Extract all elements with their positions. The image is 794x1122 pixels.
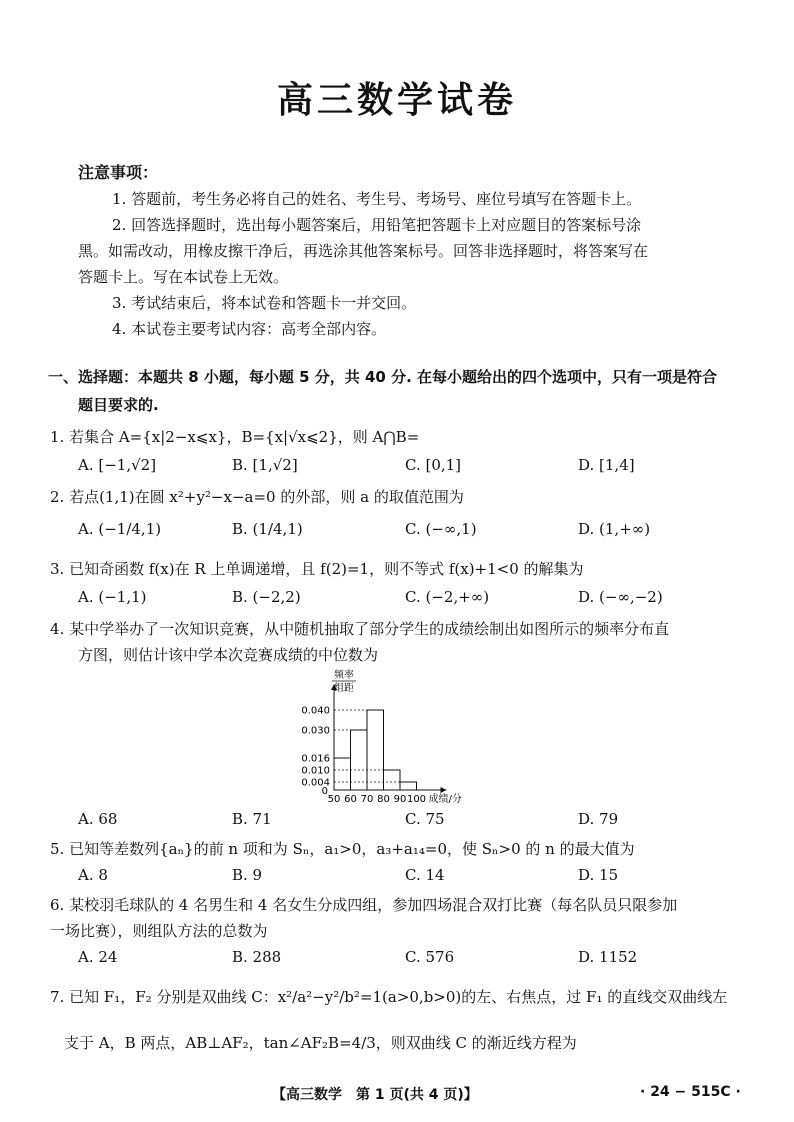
question-1-stem: 1. 若集合 A={x|2−x⩽x}，B={x|√x⩽2}，则 A⋂B= (50, 428, 420, 446)
x-tick-label: 70 (360, 794, 374, 805)
question-7-stem: 7. 已知 F₁，F₂ 分别是双曲线 C：x²/a²−y²/b²=1(a>0,b>0)的左、右焦点，过 F₁ 的直线交双曲线左 (50, 988, 728, 1006)
question-1-option-c: C. [0,1] (405, 456, 462, 474)
question-2-stem: 2. 若点(1,1)在圆 x²+y²−x−a=0 的外部，则 a 的取值范围为 (50, 488, 464, 506)
y-axis-label-bottom: 组距 (334, 683, 354, 694)
notice-line: 答题卡上。写在本试卷上无效。 (78, 268, 289, 286)
origin-label: 0 (321, 786, 328, 797)
question-2-option-d: D. (1,+∞) (578, 520, 651, 538)
question-2-option-a: A. (−1/4,1) (78, 520, 162, 538)
y-tick-label: 0.004 (301, 777, 330, 789)
paper-code: · 24 − 515C · (640, 1084, 741, 1100)
question-6-option-a: A. 24 (78, 948, 118, 966)
x-axis-label: 成绩/分 (428, 794, 462, 805)
question-4-option-a: A. 68 (78, 810, 118, 828)
question-4-stem: 4. 某中学举办了一次知识竞赛，从中随机抽取了部分学生的成绩绘制出如图所示的频率分布直 (50, 620, 670, 638)
y-tick-label: 0.030 (301, 725, 330, 737)
question-5-option-a: A. 8 (78, 866, 108, 884)
question-4-stem-cont: 方图，则估计该中学本次竞赛成绩的中位数为 (78, 646, 379, 664)
question-5-option-b: B. 9 (232, 866, 263, 884)
question-5-option-c: C. 14 (405, 866, 445, 884)
notice-line: 3. 考试结束后，将本试卷和答题卡一并交回。 (112, 294, 417, 312)
histogram-chart (290, 668, 500, 806)
x-tick-label: 50 (327, 794, 341, 805)
notice-line: 黑。如需改动，用橡皮擦干净后，再选涂其他答案标号。回答非选择题时，将答案写在 (78, 242, 649, 260)
question-6-stem-cont: 一场比赛），则组队方法的总数为 (50, 922, 268, 940)
histogram-bar (334, 758, 351, 790)
question-5-option-d: D. 15 (578, 866, 619, 884)
question-6-stem: 6. 某校羽毛球队的 4 名男生和 4 名女生分成四组，参加四场混合双打比赛（每名队员只限参加 (50, 896, 678, 914)
question-1-option-d: D. [1,4] (578, 456, 635, 474)
histogram-bar (384, 770, 401, 790)
section-heading: 一、选择题：本题共 8 小题，每小题 5 分，共 40 分. 在每小题给出的四个选项中，只有一项是符合 (48, 368, 718, 386)
x-tick-label: 100 (406, 794, 427, 805)
question-1-option-a: A. [−1,√2] (78, 456, 157, 474)
histogram-bar (351, 730, 368, 790)
question-3-option-c: C. (−2,+∞) (405, 588, 490, 606)
question-4-option-b: B. 71 (232, 810, 272, 828)
x-tick-label: 90 (393, 794, 407, 805)
question-2-option-c: C. (−∞,1) (405, 520, 477, 538)
x-tick-label: 80 (377, 794, 390, 805)
y-axis-label-top: 频率 (334, 670, 354, 681)
notice-line: 1. 答题前，考生务必将自己的姓名、考生号、考场号、座位号填写在答题卡上。 (112, 190, 642, 208)
x-axis-arrow (441, 787, 447, 793)
question-5-stem: 5. 已知等差数列{aₙ}的前 n 项和为 Sₙ，a₁>0，a₃+a₁₄=0，使 Sₙ>0 的 n 的最大值为 (50, 840, 635, 858)
question-6-option-d: D. 1152 (578, 948, 638, 966)
x-tick-label: 60 (344, 794, 357, 805)
page-footer: 【高三数学 第 1 页(共 4 页)】 (272, 1087, 478, 1103)
question-3-option-a: A. (−1,1) (78, 588, 147, 606)
histogram-bar (400, 782, 417, 790)
question-7-stem-cont: 支于 A，B 两点，AB⊥AF₂，tan∠AF₂B=4/3，则双曲线 C 的渐近线方程为 (64, 1034, 577, 1052)
y-tick-label: 0.016 (301, 753, 330, 765)
question-6-option-b: B. 288 (232, 948, 282, 966)
question-3-option-b: B. (−2,2) (232, 588, 301, 606)
question-4-option-d: D. 79 (578, 810, 619, 828)
section-heading-cont: 题目要求的. (78, 396, 159, 414)
y-tick-label: 0.010 (301, 765, 330, 777)
y-tick-label: 0.040 (301, 705, 330, 717)
question-6-option-c: C. 576 (405, 948, 455, 966)
question-3-stem: 3. 已知奇函数 f(x)在 R 上单调递增，且 f(2)=1，则不等式 f(x)+1<0 的解集为 (50, 560, 584, 578)
notice-heading: 注意事项： (78, 163, 159, 182)
question-2-option-b: B. (1/4,1) (232, 520, 303, 538)
question-1-option-b: B. [1,√2] (232, 456, 298, 474)
question-4-option-c: C. 75 (405, 810, 445, 828)
notice-line: 4. 本试卷主要考试内容：高考全部内容。 (112, 320, 387, 338)
notice-line: 2. 回答选择题时，选出每小题答案后，用铅笔把答题卡上对应题目的答案标号涂 (112, 216, 642, 234)
histogram-bar (367, 710, 384, 790)
page-title: 高三数学试卷 (276, 80, 517, 121)
question-3-option-d: D. (−∞,−2) (578, 588, 663, 606)
